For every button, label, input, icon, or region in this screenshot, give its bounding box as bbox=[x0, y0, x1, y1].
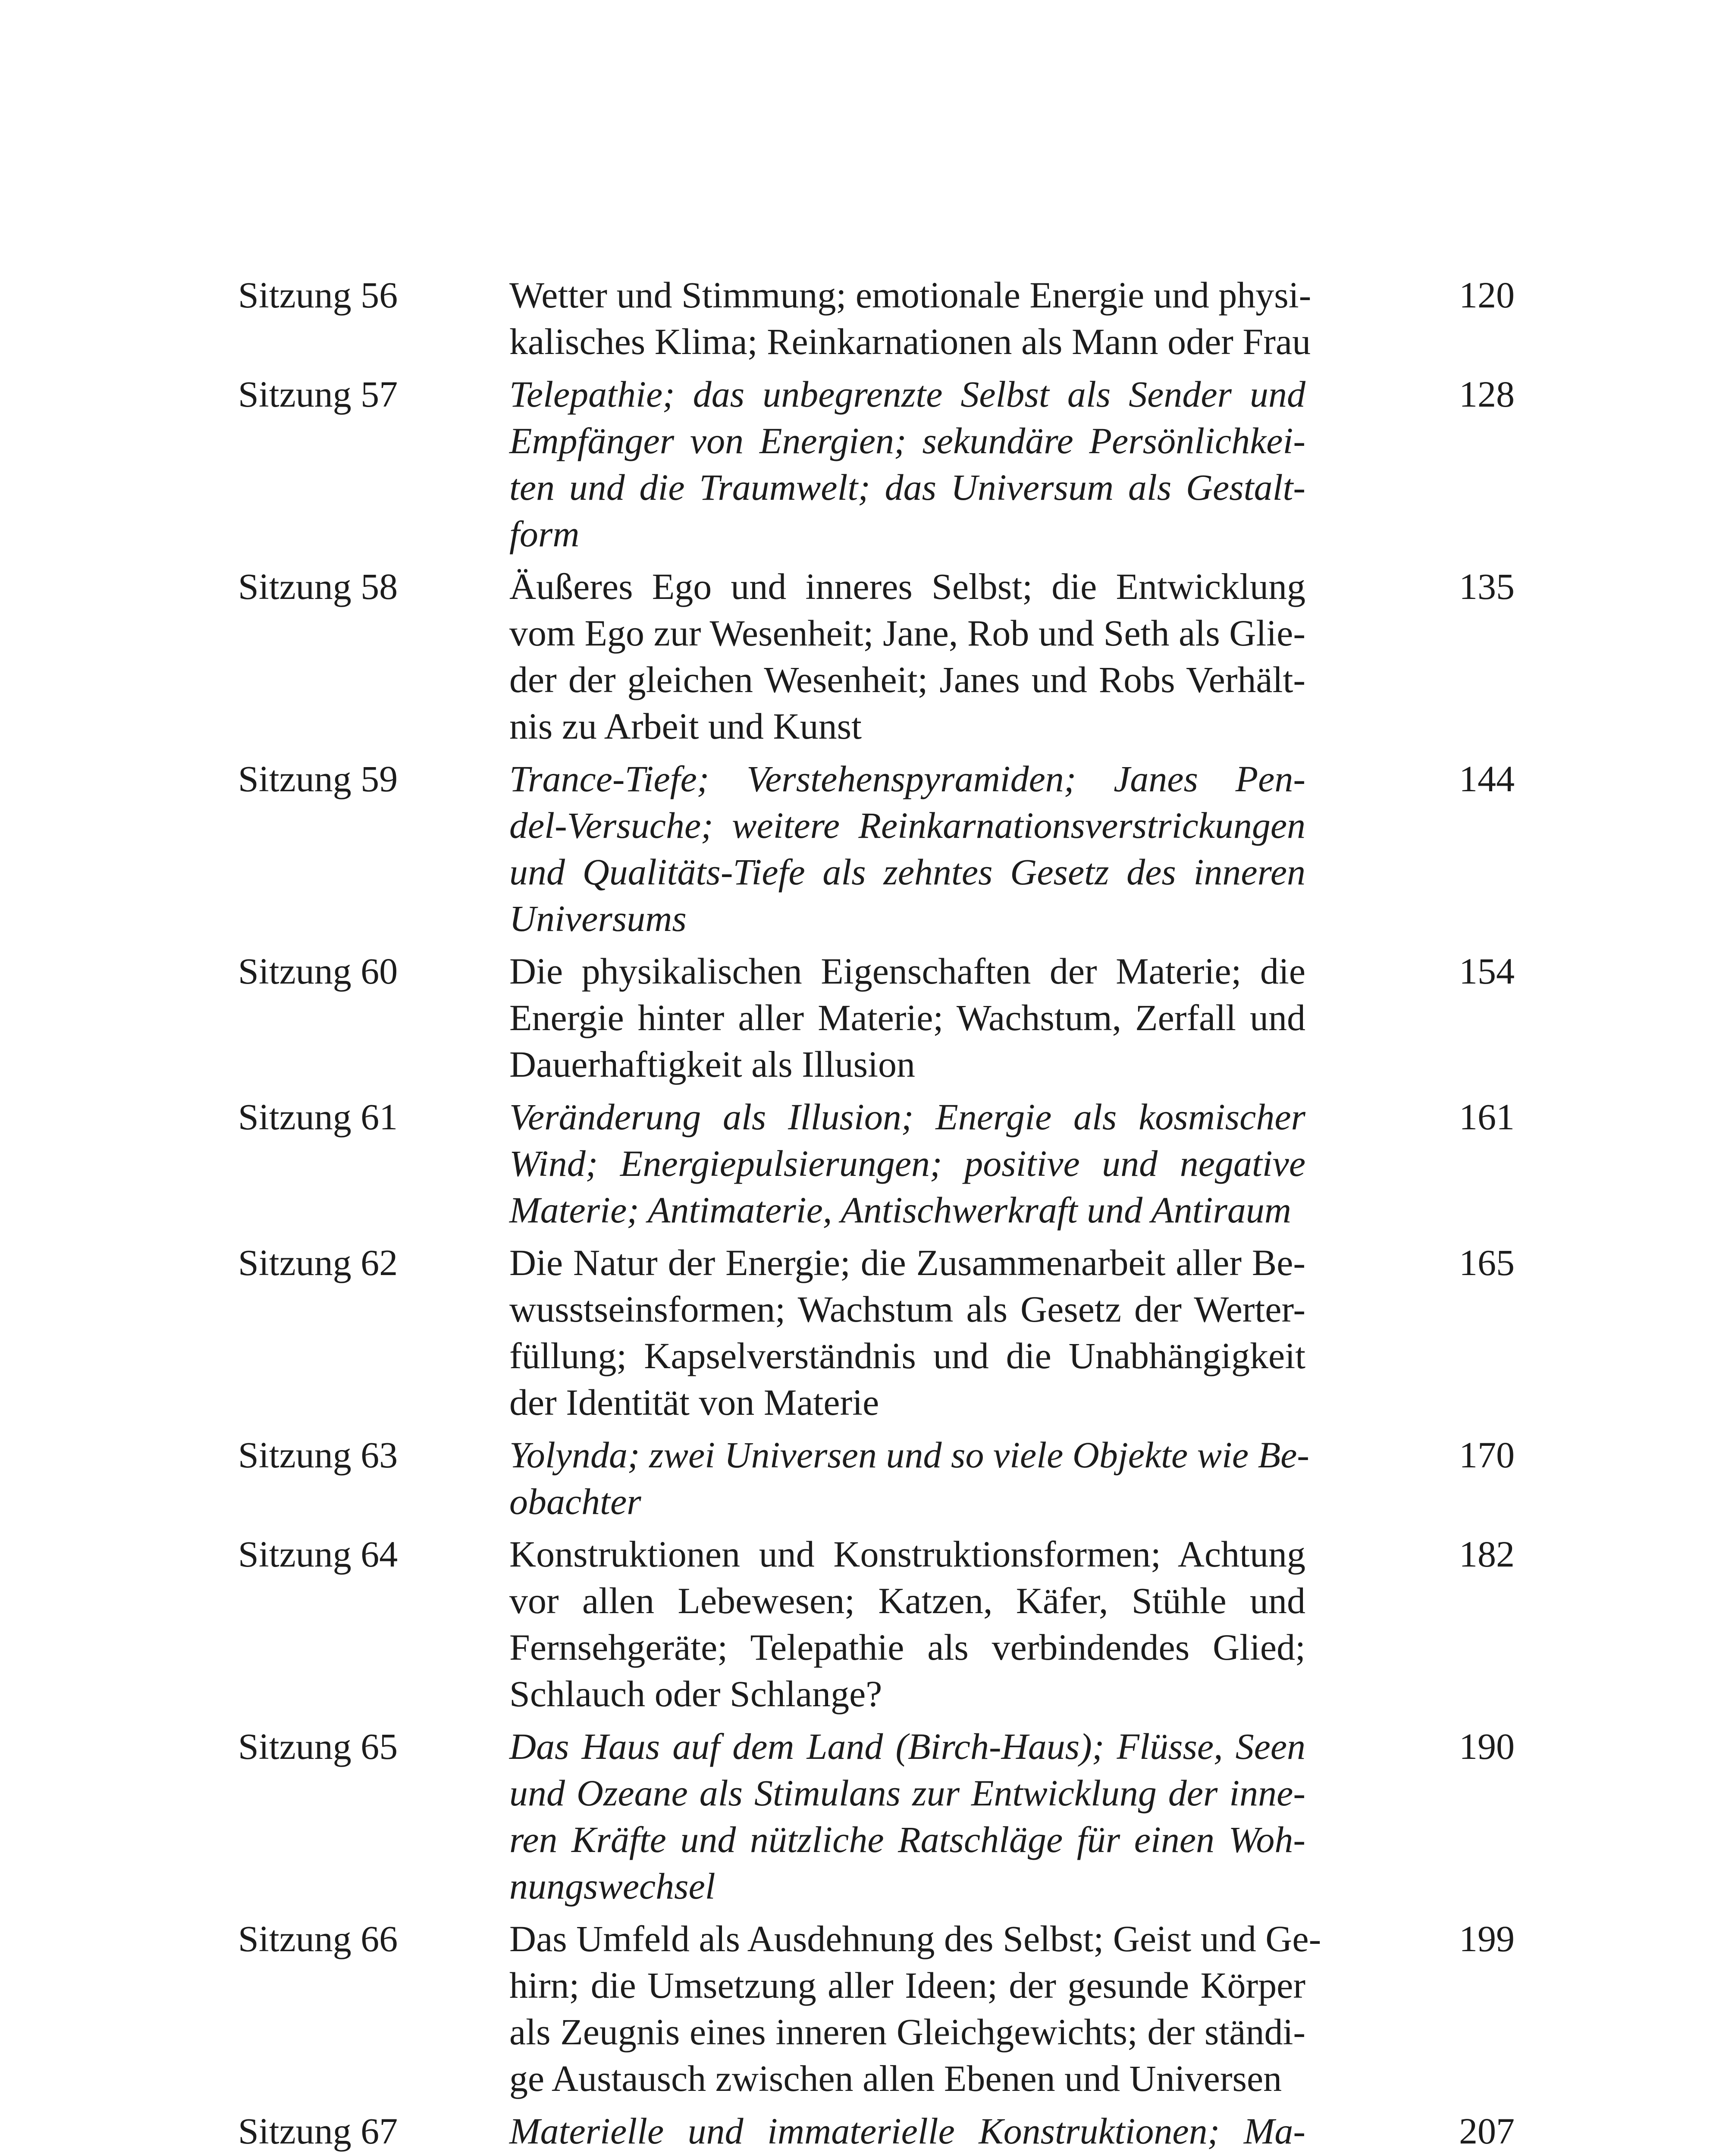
session-label: Sitzung 56 bbox=[238, 274, 398, 316]
session-description bbox=[509, 1094, 1305, 1233]
description-line: Das Umfeld als Ausdehnung des Selbst; Geist und Ge- bbox=[509, 1918, 1321, 1959]
session-label: Sitzung 62 bbox=[238, 1242, 398, 1283]
session-description bbox=[509, 2108, 1305, 2156]
session-description bbox=[509, 371, 1305, 557]
session-description bbox=[509, 272, 1312, 365]
page-number: 199 bbox=[1459, 1918, 1515, 1959]
session-description bbox=[509, 1531, 1305, 1717]
session-description bbox=[509, 1915, 1321, 2102]
description-line: und Qualitäts-Tiefe als zehntes Gesetz des inneren bbox=[509, 851, 1305, 893]
description-line: Konstruktionen und Konstruktionsformen; Achtung bbox=[509, 1533, 1305, 1575]
toc-entry bbox=[0, 272, 1732, 365]
page-number: 120 bbox=[1459, 274, 1515, 316]
description-line: Energie hinter aller Materie; Wachstum, Zerfall und bbox=[509, 997, 1305, 1038]
description-line: und Ozeane als Stimulans zur Entwicklung der inne- bbox=[509, 1772, 1305, 1814]
description-line: vom Ego zur Wesenheit; Jane, Rob und Seth als Glie- bbox=[509, 612, 1305, 654]
description-line bbox=[509, 2154, 1305, 2156]
page-number: 170 bbox=[1459, 1434, 1515, 1476]
description-line: Wind; Energiepulsierungen; positive und negative bbox=[509, 1143, 1305, 1184]
description-line: Materie; Antimaterie, Antischwerkraft und Antiraum bbox=[509, 1189, 1292, 1231]
session-label: Sitzung 59 bbox=[238, 758, 398, 799]
session-label: Sitzung 58 bbox=[238, 566, 398, 607]
description-line: Telepathie; das unbegrenzte Selbst als Sender und bbox=[509, 373, 1305, 415]
session-description bbox=[509, 755, 1305, 942]
description-line: del-Versuche; weitere Reinkarnationsverstrickungen bbox=[509, 805, 1305, 846]
page-number: 182 bbox=[1459, 1533, 1515, 1575]
description-line: Fernsehgeräte; Telepathie als verbindendes Glied; bbox=[509, 1626, 1305, 1668]
description-line: Veränderung als Illusion; Energie als kosmischer bbox=[509, 1096, 1305, 1138]
description-line: nungswechsel bbox=[509, 1865, 715, 1907]
page-number: 135 bbox=[1459, 566, 1515, 607]
toc-entry bbox=[0, 1432, 1732, 1525]
description-line: ren Kräfte und nützliche Ratschläge für einen Woh- bbox=[509, 1819, 1305, 1860]
session-description bbox=[509, 948, 1305, 1087]
description-line: nis zu Arbeit und Kunst bbox=[509, 705, 862, 747]
description-line: ten und die Traumwelt; das Universum als Gestalt- bbox=[509, 467, 1305, 508]
toc-entry bbox=[0, 1915, 1732, 2102]
description-line: Empfänger von Energien; sekundäre Persönlichkei- bbox=[509, 420, 1305, 461]
table-of-contents bbox=[0, 272, 1732, 2156]
page-number: 161 bbox=[1459, 1096, 1515, 1138]
description-line: Materielle und immaterielle Konstruktionen; Ma- bbox=[509, 2110, 1305, 2152]
description-line: Trance-Tiefe; Verstehenspyramiden; Janes Pen- bbox=[509, 758, 1305, 799]
toc-entry bbox=[0, 1239, 1732, 1426]
description-line: vor allen Lebewesen; Katzen, Käfer, Stühle und bbox=[509, 1580, 1305, 1621]
page-number: 190 bbox=[1459, 1726, 1515, 1767]
session-label: Sitzung 63 bbox=[238, 1434, 398, 1476]
description-line: Wetter und Stimmung; emotionale Energie und physi- bbox=[509, 274, 1312, 316]
session-description bbox=[509, 563, 1305, 749]
session-description bbox=[509, 1432, 1309, 1525]
session-label: Sitzung 60 bbox=[238, 950, 398, 992]
toc-entry bbox=[0, 563, 1732, 749]
description-line: Yolynda; zwei Universen und so viele Objekte wie Be- bbox=[509, 1434, 1309, 1476]
session-label: Sitzung 57 bbox=[238, 373, 398, 415]
session-label: Sitzung 66 bbox=[238, 1918, 398, 1959]
session-description bbox=[509, 1239, 1305, 1426]
session-label: Sitzung 67 bbox=[238, 2110, 398, 2152]
description-line: der der gleichen Wesenheit; Janes und Robs Verhält- bbox=[509, 659, 1305, 700]
description-line: ge Austausch zwischen allen Ebenen und Universen bbox=[509, 2058, 1282, 2099]
description-line: Das Haus auf dem Land (Birch-Haus); Flüsse, Seen bbox=[509, 1726, 1305, 1767]
description-line: Die Natur der Energie; die Zusammenarbeit aller Be- bbox=[509, 1242, 1305, 1283]
toc-entry bbox=[0, 1531, 1732, 1717]
description-line: form bbox=[509, 513, 580, 555]
page-number: 128 bbox=[1459, 373, 1515, 415]
page-number: 207 bbox=[1459, 2110, 1515, 2152]
toc-entry bbox=[0, 948, 1732, 1087]
page-number: 154 bbox=[1459, 950, 1515, 992]
description-line: Schlauch oder Schlange? bbox=[509, 1673, 882, 1714]
description-line: hirn; die Umsetzung aller Ideen; der gesunde Körper bbox=[509, 1965, 1305, 2006]
description-line: Dauerhaftigkeit als Illusion bbox=[509, 1044, 915, 1085]
toc-entry bbox=[0, 1094, 1732, 1233]
description-line: wusstseinsformen; Wachstum als Gesetz der Werter- bbox=[509, 1288, 1305, 1330]
session-label: Sitzung 64 bbox=[238, 1533, 398, 1575]
description-line: der Identität von Materie bbox=[509, 1382, 879, 1423]
description-line: als Zeugnis eines inneren Gleichgewichts; der ständi- bbox=[509, 2011, 1305, 2053]
description-line: Universums bbox=[509, 898, 687, 939]
page-number: 144 bbox=[1459, 758, 1515, 799]
description-line: Die physikalischen Eigenschaften der Materie; die bbox=[509, 950, 1305, 992]
description-line: kalisches Klima; Reinkarnationen als Mann oder Frau bbox=[509, 321, 1311, 362]
toc-entry bbox=[0, 1723, 1732, 1909]
toc-entry bbox=[0, 371, 1732, 557]
page-number: 165 bbox=[1459, 1242, 1515, 1283]
session-label: Sitzung 61 bbox=[238, 1096, 398, 1138]
session-label: Sitzung 65 bbox=[238, 1726, 398, 1767]
description-line: füllung; Kapselverständnis und die Unabhängigkeit bbox=[509, 1335, 1305, 1376]
session-description bbox=[509, 1723, 1305, 1909]
description-line: obachter bbox=[509, 1481, 641, 1522]
description-line: Äußeres Ego und inneres Selbst; die Entwicklung bbox=[509, 566, 1305, 607]
toc-entry bbox=[0, 755, 1732, 942]
toc-entry bbox=[0, 2108, 1732, 2156]
